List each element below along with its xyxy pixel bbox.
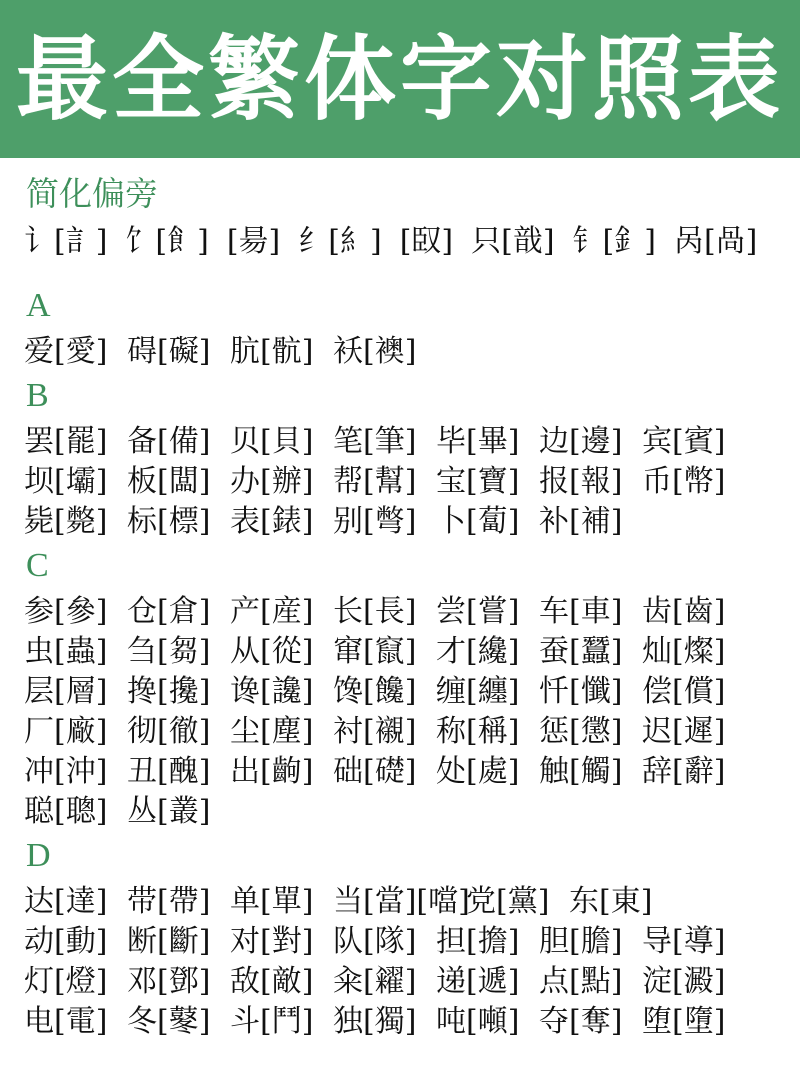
char-pair: 聪[聰] [24,794,108,829]
char-pair: 迟[遲] [642,714,726,749]
char-pair: 出[齣] [230,754,314,789]
char-pair: 导[導] [642,924,726,959]
char-pair: 偿[償] [642,674,726,709]
char-pair: 窜[竄] [333,634,417,669]
section-a-heading: A [26,287,51,324]
section-b-heading: B [26,377,49,414]
radical-item: [昜] [226,224,281,259]
char-pair: 当[當][噹] [333,884,470,919]
char-pair: 宾[賓] [642,424,726,459]
char-pair: 电[電] [24,1004,108,1039]
char-pair: 对[對] [230,924,314,959]
char-pair: 丛[叢] [127,794,211,829]
char-pair: 肮[骯] [230,334,314,369]
char-pair: 袄[襖] [333,334,417,369]
char-pair: 动[動] [24,924,108,959]
char-pair: 邓[鄧] [127,964,211,999]
char-pair: 断[斷] [127,924,211,959]
char-pair: 币[幣] [642,464,726,499]
radical-item: 饣[飠] [125,224,209,259]
char-pair: 单[單] [230,884,314,919]
char-pair: 胆[膽] [539,924,623,959]
char-pair: 吨[噸] [436,1004,520,1039]
section-c-heading: C [26,547,49,584]
char-pair: 爱[愛] [24,334,108,369]
char-pair: 标[標] [127,504,211,539]
char-pair: 参[參] [24,594,108,629]
char-pair: 毙[斃] [24,504,108,539]
char-pair: 板[闆] [127,464,211,499]
char-pair: 笔[筆] [333,424,417,459]
char-pair: 辞[辭] [642,754,726,789]
char-pair: 蚕[蠶] [539,634,623,669]
char-pair: 堕[墮] [642,1004,726,1039]
char-pair: 触[觸] [539,754,623,789]
char-pair: 惩[懲] [539,714,623,749]
section-c-grid [24,592,794,832]
char-pair: 籴[糴] [333,964,417,999]
char-pair: 备[備] [127,424,211,459]
char-pair: 冬[鼕] [127,1004,211,1039]
title-banner [0,0,800,158]
char-pair: 敌[敵] [230,964,314,999]
char-pair: 谗[讒] [230,674,314,709]
section-d-heading: D [26,837,51,874]
char-pair: 点[點] [539,964,623,999]
char-pair: 担[擔] [436,924,520,959]
char-pair: 层[層] [24,674,108,709]
char-pair: 础[礎] [333,754,417,789]
char-pair: 尘[塵] [230,714,314,749]
char-pair: 仓[倉] [127,594,211,629]
char-pair: 独[獨] [333,1004,417,1039]
char-pair: 尝[嘗] [436,594,520,629]
char-pair: 补[補] [539,504,623,539]
char-pair: 坝[壩] [24,464,108,499]
radical-item: 只[戠] [471,224,555,259]
section-b-grid [24,422,794,542]
char-pair: 称[稱] [436,714,520,749]
radicals-heading: 简化偏旁 [26,174,158,213]
char-pair: 夺[奪] [539,1004,623,1039]
char-pair: 馋[饞] [333,674,417,709]
char-pair: 齿[齒] [642,594,726,629]
char-pair: 边[邊] [539,424,623,459]
char-pair: 彻[徹] [127,714,211,749]
radical-item: 呙[咼] [673,224,758,259]
char-pair: 达[達] [24,884,108,919]
content-area [24,172,794,1046]
char-pair: 卜[蔔] [436,504,520,539]
char-pair: 虫[蟲] [24,634,108,669]
char-pair: 带[帶] [127,884,211,919]
char-pair: 从[從] [230,634,314,669]
char-pair: 丑[醜] [127,754,211,789]
char-pair: 忏[懺] [539,674,623,709]
section-a-grid [24,332,794,372]
radical-item: 纟[糹] [298,224,382,259]
char-pair: 才[纔] [436,634,520,669]
char-pair: 处[處] [436,754,520,789]
char-pair: 队[隊] [333,924,417,959]
radical-item: [臤] [399,224,454,259]
char-pair: 宝[寶] [436,464,520,499]
char-pair: 灯[燈] [24,964,108,999]
char-pair: 报[報] [539,464,623,499]
char-pair: 递[遞] [436,964,520,999]
radical-item: 讠[訁] [24,224,108,259]
page-title: 最全繁体字对照表 [15,25,784,133]
char-pair: 厂[廠] [24,714,108,749]
char-pair: 办[辦] [230,464,314,499]
char-pair: 党[黨] [466,884,550,919]
char-pair: 灿[燦] [642,634,726,669]
char-pair: 表[錶] [230,504,314,539]
char-pair: 车[車] [539,594,623,629]
char-pair: 淀[澱] [642,964,726,999]
char-pair: 长[長] [333,594,417,629]
char-pair: 东[東] [569,884,653,919]
char-pair: 碍[礙] [127,334,211,369]
char-pair: 贝[貝] [230,424,314,459]
char-pair: 搀[攙] [127,674,211,709]
char-pair: 产[産] [230,594,314,629]
radical-item: 钅[釒] [572,224,656,259]
char-pair: 别[彆] [333,504,417,539]
char-pair: 衬[襯] [333,714,417,749]
char-pair: 刍[芻] [127,634,211,669]
char-pair: 斗[鬥] [230,1004,314,1039]
char-pair: 冲[沖] [24,754,108,789]
char-pair: 毕[畢] [436,424,520,459]
char-pair: 帮[幫] [333,464,417,499]
char-pair: 罢[罷] [24,424,108,459]
char-pair: 缠[纏] [436,674,520,709]
section-d-grid [24,882,794,1042]
radicals-row [24,222,794,262]
